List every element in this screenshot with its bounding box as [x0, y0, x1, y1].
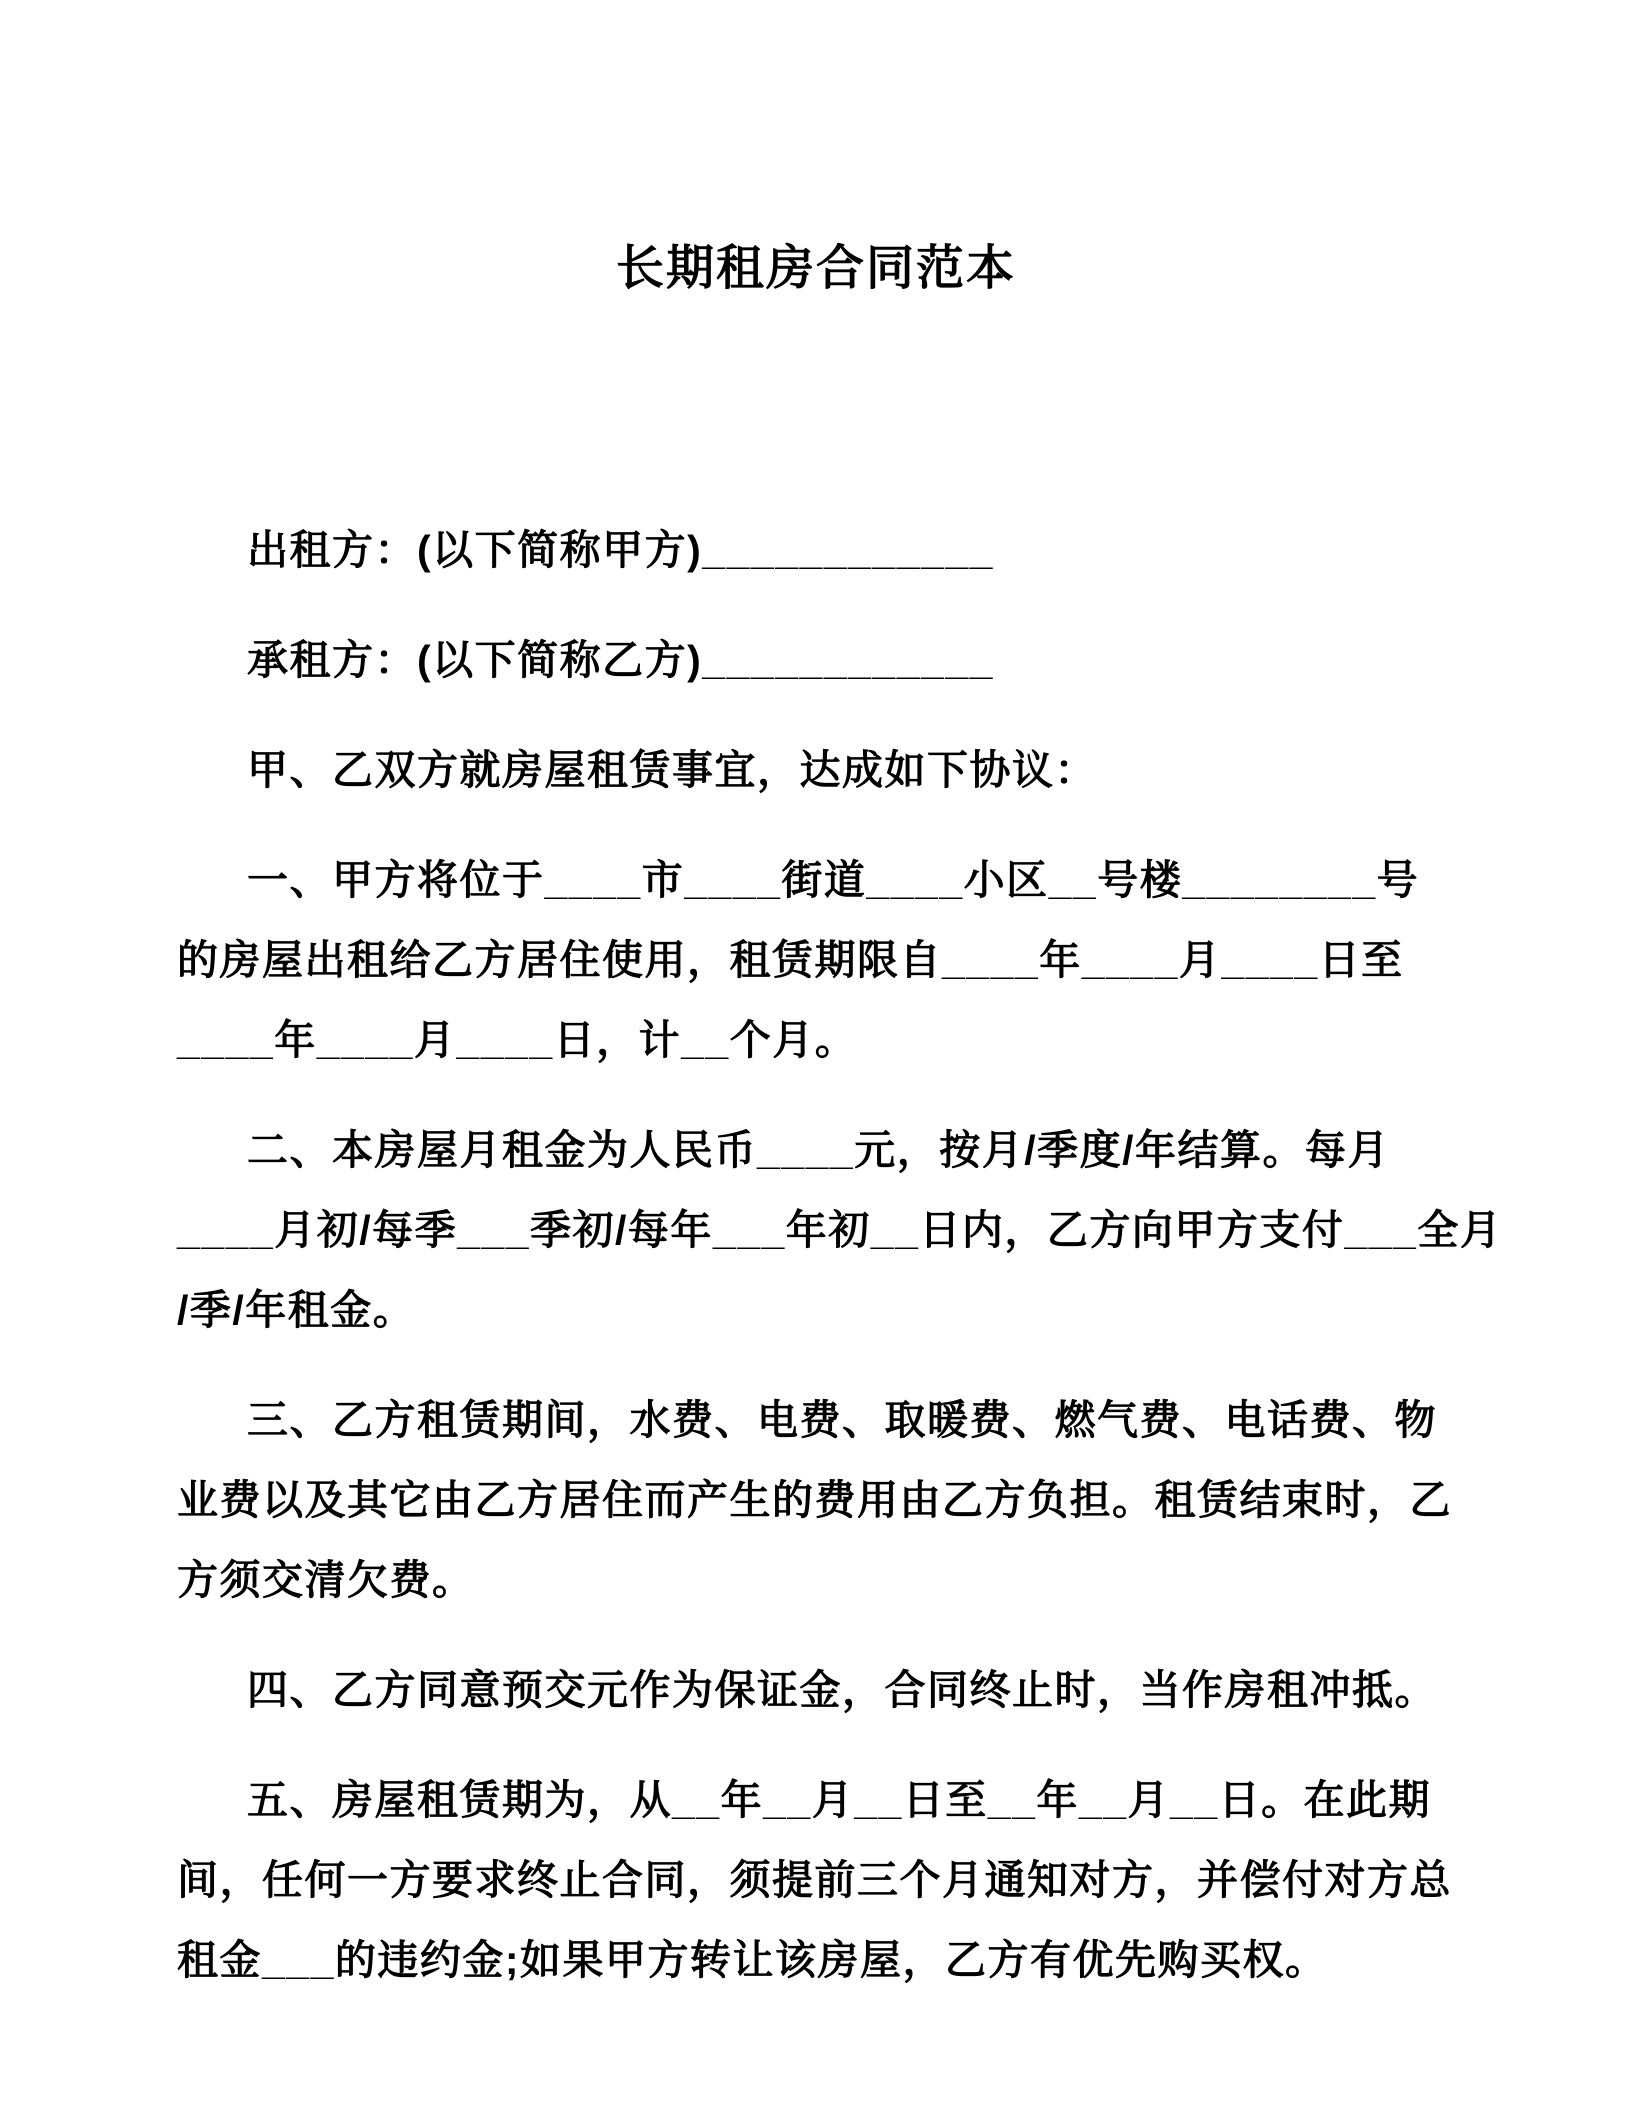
text-line: ____年____月____日，计__个月。 [177, 1016, 858, 1063]
paragraph-clause-2 [177, 1110, 1503, 1350]
text-line: 承租方：(以下简称乙方)____________ [247, 636, 994, 683]
text-line: 五、房屋租赁期为，从__年__月__日至__年__月__日。在此期 [247, 1776, 1432, 1823]
text-line: ____月初/每季___季初/每年___年初__日内，乙方向甲方支付___全月 [177, 1206, 1503, 1253]
document-body [177, 510, 1503, 2000]
text-line: 二、本房屋月租金为人民币____元，按月/季度/年结算。每月 [247, 1126, 1390, 1173]
document-title: 长期租房合同范本 [615, 242, 1016, 296]
text-line: 业费以及其它由乙方居住而产生的费用由乙方负担。租赁结束时，乙 [177, 1476, 1452, 1523]
paragraph-lessee [177, 620, 1455, 700]
paragraph-clause-3 [177, 1380, 1455, 1620]
text-line: 的房屋出租给乙方居住使用，租赁期限自____年____月____日至 [177, 936, 1404, 983]
paragraph-lessor [177, 510, 1455, 590]
paragraph-clause-5 [177, 1760, 1455, 2000]
paragraph-preamble [177, 730, 1455, 810]
text-line: 间，任何一方要求终止合同，须提前三个月通知对方，并偿付对方总 [177, 1856, 1452, 1903]
paragraph-clause-4 [177, 1650, 1455, 1730]
text-line: 甲、乙双方就房屋租赁事宜，达成如下协议： [247, 746, 1097, 793]
text-line: 方须交清欠费。 [177, 1556, 475, 1603]
text-line: 租金___的违约金;如果甲方转让该房屋，乙方有优先购买权。 [177, 1936, 1328, 1983]
text-line: 三、乙方租赁期间，水费、电费、取暖费、燃气费、电话费、物 [247, 1396, 1437, 1443]
text-line: 出租方：(以下简称甲方)____________ [247, 526, 994, 573]
text-line: /季/年租金。 [177, 1286, 416, 1333]
text-line: 四、乙方同意预交元作为保证金，合同终止时，当作房租冲抵。 [247, 1666, 1437, 1713]
text-line: 一、甲方将位于____市____街道____小区__号楼________号 [247, 856, 1420, 903]
paragraph-clause-1 [177, 840, 1455, 1080]
